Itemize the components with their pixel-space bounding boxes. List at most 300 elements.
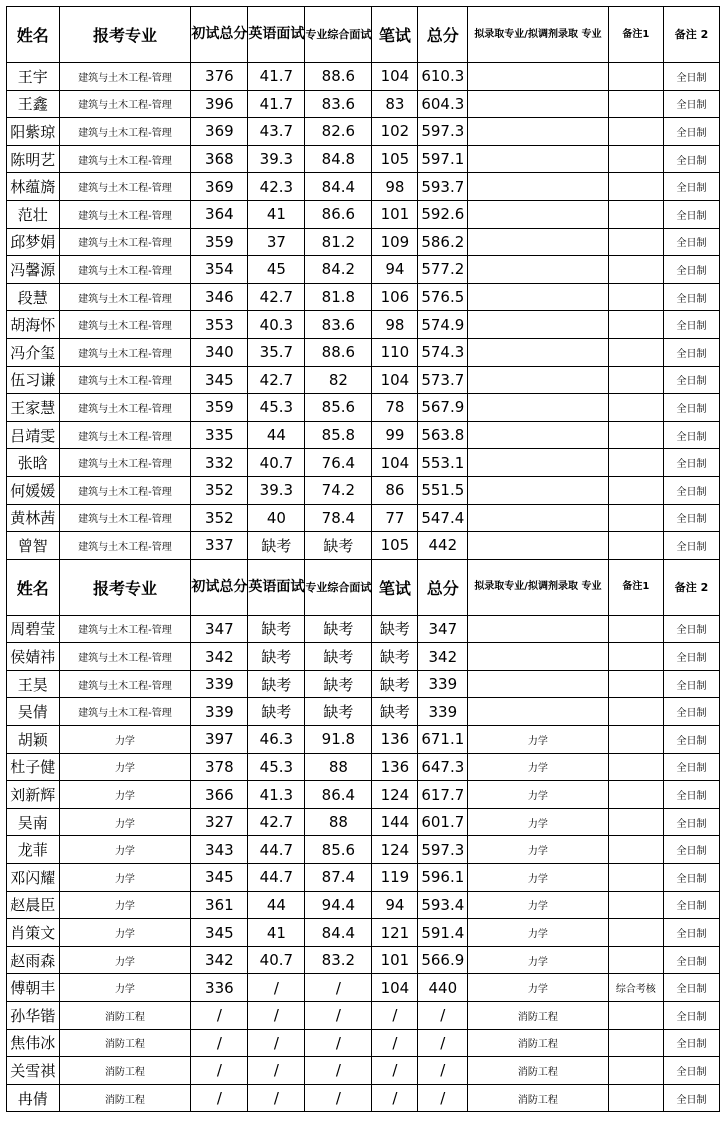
cell-note-2: 全日制 <box>664 394 720 422</box>
cell-admitted-major <box>468 118 608 146</box>
cell-name: 胡海怀 <box>7 311 60 339</box>
cell-note-1 <box>608 615 664 643</box>
cell-name: 刘新辉 <box>7 781 60 809</box>
cell-admitted-major <box>468 366 608 394</box>
cell-prelim-score: 396 <box>191 90 248 118</box>
cell-comprehensive-interview: 85.6 <box>305 836 372 864</box>
cell-total-score: 596.1 <box>418 864 468 892</box>
cell-written-test: 104 <box>372 449 418 477</box>
cell-name: 伍习谦 <box>7 366 60 394</box>
cell-major: 建筑与土木工程-管理 <box>59 173 191 201</box>
cell-admitted-major: 力学 <box>468 836 608 864</box>
cell-prelim-score: / <box>191 1002 248 1030</box>
cell-english-interview: 44 <box>248 421 305 449</box>
cell-admitted-major: 消防工程 <box>468 1057 608 1085</box>
cell-name: 段慧 <box>7 283 60 311</box>
cell-comprehensive-interview: / <box>305 1084 372 1112</box>
cell-admitted-major <box>468 283 608 311</box>
cell-total-score: 577.2 <box>418 256 468 284</box>
cell-english-interview: 41 <box>248 200 305 228</box>
cell-major: 消防工程 <box>59 1057 191 1085</box>
cell-admitted-major <box>468 394 608 422</box>
cell-written-test: 101 <box>372 200 418 228</box>
cell-name: 王家慧 <box>7 394 60 422</box>
cell-total-score: 593.4 <box>418 891 468 919</box>
cell-written-test: 102 <box>372 118 418 146</box>
table-row <box>7 476 720 504</box>
table-row <box>7 891 720 919</box>
table-row <box>7 643 720 671</box>
table-row <box>7 200 720 228</box>
cell-total-score: 566.9 <box>418 946 468 974</box>
cell-admitted-major <box>468 532 608 560</box>
cell-major: 力学 <box>59 864 191 892</box>
table-row <box>7 1084 720 1112</box>
table-row <box>7 974 720 1002</box>
cell-english-interview: 45.3 <box>248 753 305 781</box>
cell-prelim-score: 346 <box>191 283 248 311</box>
cell-total-score: 604.3 <box>418 90 468 118</box>
cell-note-1 <box>608 698 664 726</box>
cell-name: 冉倩 <box>7 1084 60 1112</box>
cell-note-2: 全日制 <box>664 946 720 974</box>
cell-written-test: 94 <box>372 891 418 919</box>
cell-note-1 <box>608 670 664 698</box>
cell-written-test: 105 <box>372 145 418 173</box>
cell-comprehensive-interview: 86.6 <box>305 200 372 228</box>
header-major: 报考专业 <box>59 7 191 63</box>
cell-major: 消防工程 <box>59 1084 191 1112</box>
cell-prelim-score: 345 <box>191 366 248 394</box>
cell-admitted-major <box>468 476 608 504</box>
table-row <box>7 946 720 974</box>
cell-name: 王鑫 <box>7 90 60 118</box>
cell-note-1 <box>608 1002 664 1030</box>
cell-comprehensive-interview: 84.4 <box>305 919 372 947</box>
cell-major: 建筑与土木工程-管理 <box>59 394 191 422</box>
cell-note-1 <box>608 90 664 118</box>
table-row <box>7 173 720 201</box>
cell-prelim-score: 352 <box>191 476 248 504</box>
cell-written-test: 110 <box>372 338 418 366</box>
cell-admitted-major <box>468 145 608 173</box>
cell-comprehensive-interview: 85.6 <box>305 394 372 422</box>
cell-admitted-major <box>468 615 608 643</box>
cell-note-2: 全日制 <box>664 781 720 809</box>
cell-comprehensive-interview: 84.8 <box>305 145 372 173</box>
cell-prelim-score: 369 <box>191 118 248 146</box>
cell-note-2: 全日制 <box>664 1002 720 1030</box>
cell-total-score: / <box>418 1057 468 1085</box>
cell-note-1 <box>608 864 664 892</box>
cell-prelim-score: 339 <box>191 698 248 726</box>
cell-note-2: 全日制 <box>664 476 720 504</box>
table-row <box>7 753 720 781</box>
cell-comprehensive-interview: 88 <box>305 808 372 836</box>
cell-note-2: 全日制 <box>664 753 720 781</box>
header-row <box>7 559 720 615</box>
cell-english-interview: / <box>248 974 305 1002</box>
cell-comprehensive-interview: 94.4 <box>305 891 372 919</box>
cell-prelim-score: 339 <box>191 670 248 698</box>
cell-major: 力学 <box>59 891 191 919</box>
cell-written-test: 缺考 <box>372 670 418 698</box>
cell-comprehensive-interview: 缺考 <box>305 615 372 643</box>
table-row <box>7 394 720 422</box>
cell-admitted-major <box>468 504 608 532</box>
cell-total-score: 339 <box>418 698 468 726</box>
cell-total-score: 442 <box>418 532 468 560</box>
cell-prelim-score: 368 <box>191 145 248 173</box>
cell-note-2: 全日制 <box>664 808 720 836</box>
cell-admitted-major <box>468 449 608 477</box>
cell-admitted-major: 力学 <box>468 808 608 836</box>
cell-english-interview: 40.7 <box>248 946 305 974</box>
cell-english-interview: 42.3 <box>248 173 305 201</box>
cell-comprehensive-interview: / <box>305 974 372 1002</box>
cell-note-1 <box>608 394 664 422</box>
cell-prelim-score: 361 <box>191 891 248 919</box>
cell-major: 建筑与土木工程-管理 <box>59 228 191 256</box>
cell-note-2: 全日制 <box>664 118 720 146</box>
cell-prelim-score: 343 <box>191 836 248 864</box>
cell-written-test: 104 <box>372 974 418 1002</box>
header-prelim-score: 初试总分 <box>191 559 248 615</box>
cell-written-test: 104 <box>372 63 418 91</box>
cell-note-2: 全日制 <box>664 63 720 91</box>
cell-major: 建筑与土木工程-管理 <box>59 338 191 366</box>
table-row <box>7 366 720 394</box>
cell-admitted-major <box>468 173 608 201</box>
cell-name: 张晗 <box>7 449 60 477</box>
cell-note-2: 全日制 <box>664 670 720 698</box>
header-comprehensive-interview: 专业综合面试 <box>305 7 372 63</box>
cell-major: 消防工程 <box>59 1002 191 1030</box>
cell-prelim-score: 345 <box>191 919 248 947</box>
cell-note-1 <box>608 228 664 256</box>
cell-written-test: / <box>372 1002 418 1030</box>
cell-major: 力学 <box>59 753 191 781</box>
cell-note-1 <box>608 891 664 919</box>
cell-admitted-major <box>468 200 608 228</box>
cell-note-1 <box>608 283 664 311</box>
cell-admitted-major: 力学 <box>468 919 608 947</box>
cell-note-1 <box>608 476 664 504</box>
cell-major: 建筑与土木工程-管理 <box>59 90 191 118</box>
cell-prelim-score: 337 <box>191 532 248 560</box>
cell-written-test: 109 <box>372 228 418 256</box>
cell-note-2: 全日制 <box>664 643 720 671</box>
cell-note-2: 全日制 <box>664 173 720 201</box>
cell-total-score: 586.2 <box>418 228 468 256</box>
cell-name: 肖策文 <box>7 919 60 947</box>
cell-total-score: 671.1 <box>418 726 468 754</box>
cell-comprehensive-interview: 74.2 <box>305 476 372 504</box>
table-row <box>7 1029 720 1057</box>
cell-total-score: 339 <box>418 670 468 698</box>
cell-written-test: 98 <box>372 173 418 201</box>
cell-note-1 <box>608 836 664 864</box>
cell-comprehensive-interview: 83.6 <box>305 90 372 118</box>
cell-admitted-major: 力学 <box>468 891 608 919</box>
cell-major: 建筑与土木工程-管理 <box>59 118 191 146</box>
cell-note-2: 全日制 <box>664 1057 720 1085</box>
cell-note-1 <box>608 338 664 366</box>
cell-admitted-major <box>468 643 608 671</box>
cell-english-interview: 40.7 <box>248 449 305 477</box>
cell-comprehensive-interview: 84.2 <box>305 256 372 284</box>
cell-written-test: 86 <box>372 476 418 504</box>
cell-name: 何媛媛 <box>7 476 60 504</box>
cell-written-test: / <box>372 1029 418 1057</box>
cell-name: 侯婧祎 <box>7 643 60 671</box>
cell-comprehensive-interview: / <box>305 1029 372 1057</box>
admission-score-table <box>6 6 720 1112</box>
cell-note-2: 全日制 <box>664 1084 720 1112</box>
cell-english-interview: / <box>248 1002 305 1030</box>
cell-note-1 <box>608 173 664 201</box>
cell-total-score: 597.1 <box>418 145 468 173</box>
cell-name: 吕靖雯 <box>7 421 60 449</box>
cell-english-interview: 35.7 <box>248 338 305 366</box>
cell-written-test: 98 <box>372 311 418 339</box>
table-row <box>7 145 720 173</box>
cell-admitted-major <box>468 338 608 366</box>
header-total-score: 总分 <box>418 559 468 615</box>
cell-name: 冯介玺 <box>7 338 60 366</box>
header-total-score: 总分 <box>418 7 468 63</box>
table-row <box>7 726 720 754</box>
cell-english-interview: 44.7 <box>248 836 305 864</box>
cell-comprehensive-interview: 83.2 <box>305 946 372 974</box>
cell-comprehensive-interview: 缺考 <box>305 670 372 698</box>
cell-total-score: / <box>418 1002 468 1030</box>
cell-prelim-score: 342 <box>191 946 248 974</box>
header-prelim-score: 初试总分 <box>191 7 248 63</box>
cell-name: 赵晨臣 <box>7 891 60 919</box>
cell-english-interview: 42.7 <box>248 808 305 836</box>
header-name: 姓名 <box>7 559 60 615</box>
cell-major: 力学 <box>59 726 191 754</box>
cell-english-interview: 缺考 <box>248 670 305 698</box>
cell-total-score: 440 <box>418 974 468 1002</box>
cell-admitted-major <box>468 90 608 118</box>
cell-english-interview: 42.7 <box>248 366 305 394</box>
cell-prelim-score: 364 <box>191 200 248 228</box>
cell-major: 建筑与土木工程-管理 <box>59 670 191 698</box>
cell-total-score: 547.4 <box>418 504 468 532</box>
cell-note-1 <box>608 311 664 339</box>
cell-prelim-score: / <box>191 1084 248 1112</box>
header-english-interview: 英语面试 <box>248 7 305 63</box>
cell-major: 建筑与土木工程-管理 <box>59 63 191 91</box>
cell-total-score: 576.5 <box>418 283 468 311</box>
cell-name: 赵雨森 <box>7 946 60 974</box>
cell-written-test: / <box>372 1084 418 1112</box>
cell-name: 龙菲 <box>7 836 60 864</box>
cell-prelim-score: 345 <box>191 864 248 892</box>
cell-note-2: 全日制 <box>664 145 720 173</box>
table-row <box>7 421 720 449</box>
cell-note-2: 全日制 <box>664 90 720 118</box>
cell-prelim-score: 340 <box>191 338 248 366</box>
table-row <box>7 449 720 477</box>
cell-total-score: 563.8 <box>418 421 468 449</box>
cell-name: 林蕴旖 <box>7 173 60 201</box>
table-row <box>7 532 720 560</box>
cell-note-1 <box>608 118 664 146</box>
cell-total-score: 617.7 <box>418 781 468 809</box>
cell-admitted-major: 力学 <box>468 974 608 1002</box>
cell-written-test: 缺考 <box>372 698 418 726</box>
cell-written-test: 136 <box>372 753 418 781</box>
cell-note-2: 全日制 <box>664 338 720 366</box>
cell-total-score: 597.3 <box>418 118 468 146</box>
cell-total-score: / <box>418 1029 468 1057</box>
cell-comprehensive-interview: 85.8 <box>305 421 372 449</box>
cell-total-score: 574.9 <box>418 311 468 339</box>
header-name: 姓名 <box>7 7 60 63</box>
cell-note-1 <box>608 1029 664 1057</box>
cell-written-test: 缺考 <box>372 615 418 643</box>
cell-comprehensive-interview: 84.4 <box>305 173 372 201</box>
table-row <box>7 311 720 339</box>
table-row <box>7 338 720 366</box>
cell-note-2: 全日制 <box>664 421 720 449</box>
cell-name: 陈明艺 <box>7 145 60 173</box>
cell-total-score: 574.3 <box>418 338 468 366</box>
cell-admitted-major: 力学 <box>468 946 608 974</box>
cell-written-test: 94 <box>372 256 418 284</box>
cell-written-test: 77 <box>372 504 418 532</box>
cell-note-2: 全日制 <box>664 283 720 311</box>
cell-admitted-major: 消防工程 <box>468 1084 608 1112</box>
cell-name: 曾智 <box>7 532 60 560</box>
cell-note-2: 全日制 <box>664 504 720 532</box>
cell-comprehensive-interview: 81.2 <box>305 228 372 256</box>
cell-admitted-major: 消防工程 <box>468 1029 608 1057</box>
cell-english-interview: / <box>248 1084 305 1112</box>
cell-note-2: 全日制 <box>664 449 720 477</box>
cell-english-interview: 41.3 <box>248 781 305 809</box>
cell-english-interview: 41.7 <box>248 90 305 118</box>
cell-note-1 <box>608 532 664 560</box>
header-note-2: 备注 2 <box>664 559 720 615</box>
cell-prelim-score: / <box>191 1029 248 1057</box>
cell-major: 力学 <box>59 781 191 809</box>
cell-note-2: 全日制 <box>664 974 720 1002</box>
table-row <box>7 836 720 864</box>
header-note-1: 备注1 <box>608 7 664 63</box>
cell-total-score: 601.7 <box>418 808 468 836</box>
cell-name: 焦伟冰 <box>7 1029 60 1057</box>
cell-written-test: 124 <box>372 836 418 864</box>
cell-comprehensive-interview: 87.4 <box>305 864 372 892</box>
cell-english-interview: 缺考 <box>248 615 305 643</box>
cell-admitted-major <box>468 670 608 698</box>
cell-major: 建筑与土木工程-管理 <box>59 421 191 449</box>
cell-note-1: 综合考核 <box>608 974 664 1002</box>
cell-name: 冯馨源 <box>7 256 60 284</box>
cell-total-score: 610.3 <box>418 63 468 91</box>
cell-comprehensive-interview: 81.8 <box>305 283 372 311</box>
cell-comprehensive-interview: 82.6 <box>305 118 372 146</box>
cell-note-2: 全日制 <box>664 1029 720 1057</box>
cell-english-interview: 缺考 <box>248 698 305 726</box>
cell-english-interview: 41 <box>248 919 305 947</box>
cell-note-2: 全日制 <box>664 836 720 864</box>
cell-name: 吴倩 <box>7 698 60 726</box>
cell-prelim-score: 397 <box>191 726 248 754</box>
cell-admitted-major: 力学 <box>468 753 608 781</box>
cell-name: 关雪祺 <box>7 1057 60 1085</box>
cell-major: 力学 <box>59 836 191 864</box>
cell-comprehensive-interview: 86.4 <box>305 781 372 809</box>
cell-english-interview: 缺考 <box>248 643 305 671</box>
header-admitted-major: 拟录取专业/拟调剂录取 专业 <box>468 7 608 63</box>
header-major: 报考专业 <box>59 559 191 615</box>
cell-written-test: 83 <box>372 90 418 118</box>
cell-english-interview: 缺考 <box>248 532 305 560</box>
cell-comprehensive-interview: 缺考 <box>305 698 372 726</box>
cell-total-score: 591.4 <box>418 919 468 947</box>
cell-note-2: 全日制 <box>664 256 720 284</box>
table-row <box>7 504 720 532</box>
cell-written-test: 缺考 <box>372 643 418 671</box>
cell-prelim-score: 335 <box>191 421 248 449</box>
cell-total-score: 347 <box>418 615 468 643</box>
cell-prelim-score: / <box>191 1057 248 1085</box>
cell-admitted-major <box>468 421 608 449</box>
table-row <box>7 283 720 311</box>
cell-comprehensive-interview: 缺考 <box>305 532 372 560</box>
table-row <box>7 698 720 726</box>
cell-prelim-score: 366 <box>191 781 248 809</box>
cell-note-1 <box>608 504 664 532</box>
cell-name: 范壮 <box>7 200 60 228</box>
cell-major: 建筑与土木工程-管理 <box>59 449 191 477</box>
cell-comprehensive-interview: 76.4 <box>305 449 372 477</box>
cell-note-2: 全日制 <box>664 726 720 754</box>
cell-prelim-score: 352 <box>191 504 248 532</box>
cell-admitted-major: 消防工程 <box>468 1002 608 1030</box>
cell-total-score: / <box>418 1084 468 1112</box>
cell-comprehensive-interview: 83.6 <box>305 311 372 339</box>
cell-note-1 <box>608 919 664 947</box>
header-written-test: 笔试 <box>372 7 418 63</box>
cell-note-1 <box>608 256 664 284</box>
cell-note-2: 全日制 <box>664 200 720 228</box>
cell-prelim-score: 342 <box>191 643 248 671</box>
cell-note-2: 全日制 <box>664 366 720 394</box>
cell-prelim-score: 378 <box>191 753 248 781</box>
cell-note-1 <box>608 643 664 671</box>
cell-note-1 <box>608 808 664 836</box>
cell-written-test: 136 <box>372 726 418 754</box>
cell-prelim-score: 327 <box>191 808 248 836</box>
cell-admitted-major <box>468 228 608 256</box>
cell-admitted-major <box>468 256 608 284</box>
cell-note-1 <box>608 421 664 449</box>
table-row <box>7 808 720 836</box>
cell-note-1 <box>608 1057 664 1085</box>
cell-name: 胡颖 <box>7 726 60 754</box>
cell-english-interview: 39.3 <box>248 476 305 504</box>
cell-name: 阳紫琼 <box>7 118 60 146</box>
table-row <box>7 1057 720 1085</box>
cell-admitted-major: 力学 <box>468 864 608 892</box>
cell-note-2: 全日制 <box>664 311 720 339</box>
